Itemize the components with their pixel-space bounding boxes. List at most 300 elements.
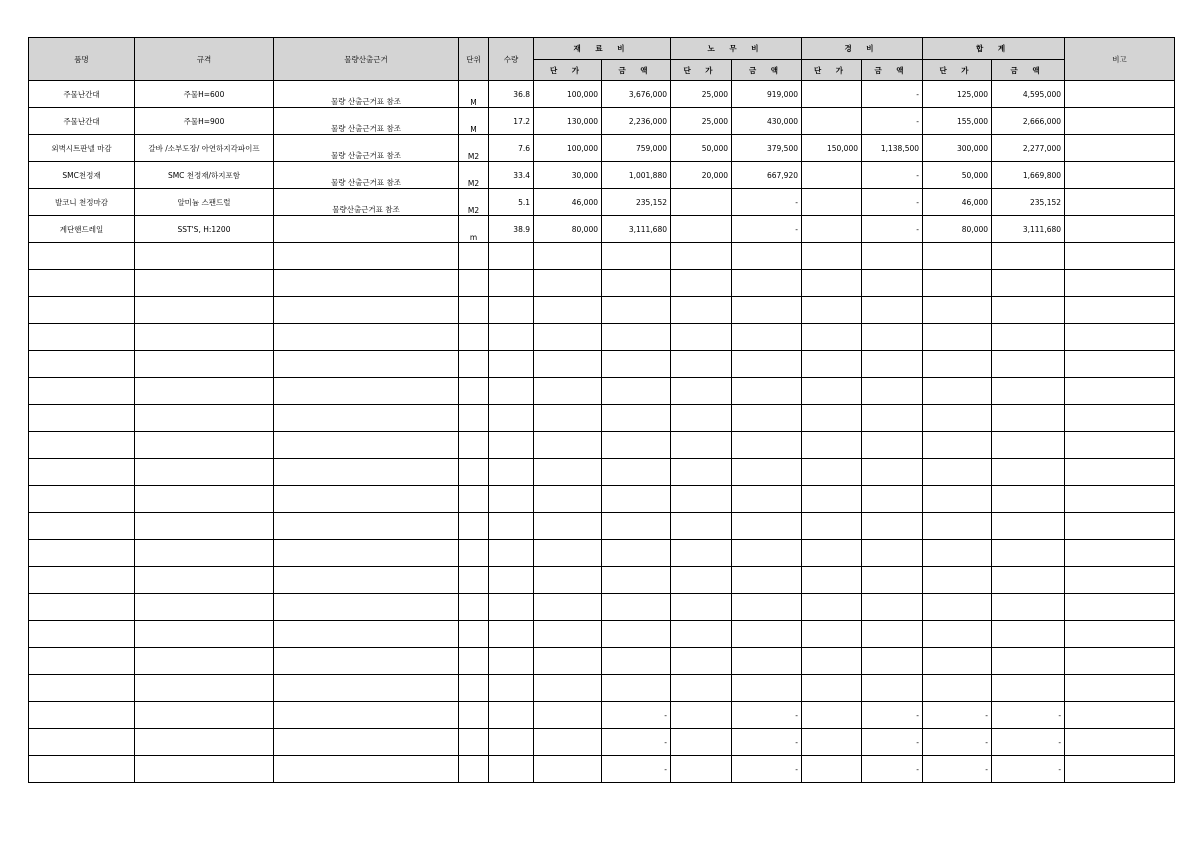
cell-item-name bbox=[29, 567, 135, 594]
cell-expense-unit-price bbox=[802, 351, 862, 378]
cell-expense-amount bbox=[862, 486, 923, 513]
header-remark: 비고 bbox=[1065, 38, 1175, 81]
cell-basis bbox=[274, 621, 459, 648]
cell-expense-amount bbox=[862, 567, 923, 594]
cell-total-amount: 2,666,000 bbox=[992, 108, 1065, 135]
cell-qty bbox=[489, 540, 534, 567]
cell-labor-unit-price bbox=[671, 378, 732, 405]
cell-item-name: 외벽시트판넬 마감 bbox=[29, 135, 135, 162]
cell-remark bbox=[1065, 324, 1175, 351]
header-labor-amount: 금 액 bbox=[732, 60, 802, 81]
cell-material-unit-price bbox=[534, 648, 602, 675]
cell-expense-amount bbox=[862, 243, 923, 270]
cell-unit: M bbox=[459, 108, 489, 135]
cell-material-amount bbox=[602, 513, 671, 540]
header-material-amount: 금 액 bbox=[602, 60, 671, 81]
cell-total-unit-price bbox=[923, 378, 992, 405]
cell-spec bbox=[135, 378, 274, 405]
cell-item-name bbox=[29, 243, 135, 270]
cell-unit: M2 bbox=[459, 135, 489, 162]
cell-labor-amount: - bbox=[732, 756, 802, 783]
cell-unit bbox=[459, 513, 489, 540]
cell-labor-unit-price bbox=[671, 216, 732, 243]
cell-remark bbox=[1065, 675, 1175, 702]
cell-labor-amount: 379,500 bbox=[732, 135, 802, 162]
cell-item-name bbox=[29, 594, 135, 621]
cell-qty bbox=[489, 756, 534, 783]
cell-expense-amount: - bbox=[862, 216, 923, 243]
cell-total-amount bbox=[992, 270, 1065, 297]
cell-qty bbox=[489, 432, 534, 459]
cell-material-unit-price bbox=[534, 594, 602, 621]
cell-total-unit-price bbox=[923, 459, 992, 486]
cell-expense-amount: - bbox=[862, 756, 923, 783]
table-row bbox=[29, 81, 1175, 108]
cell-unit bbox=[459, 756, 489, 783]
cell-material-unit-price bbox=[534, 324, 602, 351]
cell-item-name bbox=[29, 648, 135, 675]
cell-material-unit-price bbox=[534, 675, 602, 702]
cell-qty bbox=[489, 486, 534, 513]
cell-expense-amount: - bbox=[862, 189, 923, 216]
cell-qty: 38.9 bbox=[489, 216, 534, 243]
cell-remark bbox=[1065, 216, 1175, 243]
table-row bbox=[29, 351, 1175, 378]
cell-total-unit-price: 80,000 bbox=[923, 216, 992, 243]
cell-expense-amount bbox=[862, 351, 923, 378]
cell-item-name: 주물난간대 bbox=[29, 81, 135, 108]
cell-remark bbox=[1065, 270, 1175, 297]
cell-spec: 알미늄 스팬드럴 bbox=[135, 189, 274, 216]
cell-total-amount: 235,152 bbox=[992, 189, 1065, 216]
table-row bbox=[29, 513, 1175, 540]
cell-labor-unit-price bbox=[671, 405, 732, 432]
cell-item-name bbox=[29, 756, 135, 783]
cell-basis bbox=[274, 405, 459, 432]
table-row bbox=[29, 270, 1175, 297]
table-row bbox=[29, 405, 1175, 432]
table-row bbox=[29, 243, 1175, 270]
cell-remark bbox=[1065, 621, 1175, 648]
table-row bbox=[29, 459, 1175, 486]
cell-labor-amount bbox=[732, 297, 802, 324]
cell-material-amount bbox=[602, 621, 671, 648]
cell-material-amount: - bbox=[602, 756, 671, 783]
cell-total-amount bbox=[992, 486, 1065, 513]
cell-total-amount bbox=[992, 513, 1065, 540]
cell-total-amount bbox=[992, 432, 1065, 459]
cell-expense-unit-price: 150,000 bbox=[802, 135, 862, 162]
header-labor-unit-price: 단 가 bbox=[671, 60, 732, 81]
cell-labor-amount bbox=[732, 351, 802, 378]
cell-basis bbox=[274, 729, 459, 756]
cell-basis: 물량 산출근거표 참조 bbox=[274, 162, 459, 189]
cell-labor-unit-price: 25,000 bbox=[671, 81, 732, 108]
cell-basis bbox=[274, 594, 459, 621]
cell-labor-amount bbox=[732, 540, 802, 567]
cell-remark bbox=[1065, 243, 1175, 270]
cell-basis bbox=[274, 324, 459, 351]
cell-labor-unit-price bbox=[671, 702, 732, 729]
table-row bbox=[29, 216, 1175, 243]
cell-material-amount bbox=[602, 675, 671, 702]
cell-expense-unit-price bbox=[802, 756, 862, 783]
cell-total-unit-price bbox=[923, 567, 992, 594]
cell-item-name bbox=[29, 675, 135, 702]
table-header bbox=[29, 38, 1175, 81]
cell-remark bbox=[1065, 702, 1175, 729]
cell-material-unit-price bbox=[534, 621, 602, 648]
cell-total-amount bbox=[992, 648, 1065, 675]
header-spec: 규격 bbox=[135, 38, 274, 81]
cell-remark bbox=[1065, 567, 1175, 594]
cell-spec bbox=[135, 405, 274, 432]
cell-spec bbox=[135, 432, 274, 459]
cell-item-name bbox=[29, 324, 135, 351]
cell-labor-amount: 430,000 bbox=[732, 108, 802, 135]
cell-expense-amount bbox=[862, 378, 923, 405]
cell-unit bbox=[459, 702, 489, 729]
cell-material-unit-price bbox=[534, 405, 602, 432]
cell-total-amount bbox=[992, 459, 1065, 486]
cell-labor-amount: - bbox=[732, 702, 802, 729]
cell-total-unit-price bbox=[923, 432, 992, 459]
cell-labor-amount bbox=[732, 621, 802, 648]
cell-spec: SMC 천정재/하지포함 bbox=[135, 162, 274, 189]
table-row bbox=[29, 702, 1175, 729]
cell-total-amount bbox=[992, 324, 1065, 351]
cell-total-unit-price: 46,000 bbox=[923, 189, 992, 216]
cell-spec bbox=[135, 756, 274, 783]
cell-material-unit-price bbox=[534, 486, 602, 513]
cell-material-unit-price: 80,000 bbox=[534, 216, 602, 243]
cell-expense-amount bbox=[862, 324, 923, 351]
cell-unit bbox=[459, 378, 489, 405]
header-total: 합 계 bbox=[923, 38, 1065, 60]
cell-material-unit-price: 100,000 bbox=[534, 81, 602, 108]
cell-material-amount bbox=[602, 351, 671, 378]
cell-basis bbox=[274, 297, 459, 324]
cell-labor-unit-price bbox=[671, 513, 732, 540]
cell-expense-amount bbox=[862, 513, 923, 540]
cell-expense-amount bbox=[862, 405, 923, 432]
cell-spec bbox=[135, 594, 274, 621]
cell-item-name bbox=[29, 540, 135, 567]
cell-qty: 5.1 bbox=[489, 189, 534, 216]
cell-basis: 물량 산출근거표 참조 bbox=[274, 135, 459, 162]
cell-spec bbox=[135, 702, 274, 729]
cell-total-unit-price: - bbox=[923, 702, 992, 729]
cell-labor-amount bbox=[732, 675, 802, 702]
cell-total-unit-price bbox=[923, 270, 992, 297]
cell-spec bbox=[135, 729, 274, 756]
header-labor: 노 무 비 bbox=[671, 38, 802, 60]
cell-material-amount bbox=[602, 486, 671, 513]
table-row bbox=[29, 675, 1175, 702]
cell-item-name bbox=[29, 513, 135, 540]
cell-spec bbox=[135, 324, 274, 351]
cell-item-name bbox=[29, 432, 135, 459]
cell-expense-unit-price bbox=[802, 243, 862, 270]
cell-total-unit-price bbox=[923, 675, 992, 702]
cell-expense-unit-price bbox=[802, 432, 862, 459]
cell-qty: 7.6 bbox=[489, 135, 534, 162]
cell-total-amount: 4,595,000 bbox=[992, 81, 1065, 108]
cell-material-amount bbox=[602, 648, 671, 675]
cell-material-amount bbox=[602, 594, 671, 621]
cell-material-unit-price bbox=[534, 567, 602, 594]
cell-labor-unit-price: 20,000 bbox=[671, 162, 732, 189]
cell-expense-unit-price bbox=[802, 405, 862, 432]
cell-material-amount: 2,236,000 bbox=[602, 108, 671, 135]
cell-remark bbox=[1065, 486, 1175, 513]
cell-qty: 36.8 bbox=[489, 81, 534, 108]
cell-material-amount bbox=[602, 540, 671, 567]
cell-expense-amount bbox=[862, 297, 923, 324]
cell-labor-unit-price bbox=[671, 594, 732, 621]
cell-expense-unit-price bbox=[802, 540, 862, 567]
cell-expense-amount bbox=[862, 648, 923, 675]
cell-unit bbox=[459, 297, 489, 324]
header-total-amount: 금 액 bbox=[992, 60, 1065, 81]
cell-total-amount: 1,669,800 bbox=[992, 162, 1065, 189]
cell-total-unit-price bbox=[923, 243, 992, 270]
cell-spec: 갈바 /소부도장/ 아연하지각파이프 bbox=[135, 135, 274, 162]
cell-remark bbox=[1065, 108, 1175, 135]
cell-total-amount bbox=[992, 675, 1065, 702]
cell-total-unit-price: 300,000 bbox=[923, 135, 992, 162]
cell-material-amount bbox=[602, 378, 671, 405]
cell-total-unit-price bbox=[923, 297, 992, 324]
cell-total-amount: - bbox=[992, 756, 1065, 783]
cell-item-name bbox=[29, 378, 135, 405]
cell-material-amount: 3,111,680 bbox=[602, 216, 671, 243]
cell-material-unit-price bbox=[534, 243, 602, 270]
cell-expense-unit-price bbox=[802, 486, 862, 513]
cell-material-unit-price: 130,000 bbox=[534, 108, 602, 135]
cell-spec bbox=[135, 675, 274, 702]
cell-labor-unit-price bbox=[671, 567, 732, 594]
cost-estimate-table bbox=[28, 37, 1175, 783]
cell-qty bbox=[489, 594, 534, 621]
cell-labor-unit-price bbox=[671, 648, 732, 675]
cell-total-amount bbox=[992, 405, 1065, 432]
cell-material-unit-price bbox=[534, 756, 602, 783]
cell-material-unit-price: 100,000 bbox=[534, 135, 602, 162]
cell-labor-amount bbox=[732, 486, 802, 513]
cell-qty: 17.2 bbox=[489, 108, 534, 135]
cell-expense-unit-price bbox=[802, 81, 862, 108]
header-total-unit-price: 단 가 bbox=[923, 60, 992, 81]
cell-unit bbox=[459, 648, 489, 675]
cell-total-unit-price bbox=[923, 513, 992, 540]
cell-remark bbox=[1065, 162, 1175, 189]
cell-remark bbox=[1065, 297, 1175, 324]
cell-remark bbox=[1065, 432, 1175, 459]
cell-labor-unit-price bbox=[671, 540, 732, 567]
cell-unit bbox=[459, 567, 489, 594]
cell-labor-amount bbox=[732, 594, 802, 621]
cell-item-name bbox=[29, 297, 135, 324]
cell-total-amount bbox=[992, 567, 1065, 594]
cell-spec bbox=[135, 540, 274, 567]
header-unit: 단위 bbox=[459, 38, 489, 81]
cell-labor-amount: - bbox=[732, 729, 802, 756]
cell-labor-unit-price bbox=[671, 270, 732, 297]
cell-total-unit-price bbox=[923, 540, 992, 567]
cell-total-amount bbox=[992, 297, 1065, 324]
cell-basis bbox=[274, 243, 459, 270]
header-qty: 수량 bbox=[489, 38, 534, 81]
table-row bbox=[29, 189, 1175, 216]
cell-material-amount: 235,152 bbox=[602, 189, 671, 216]
cell-total-unit-price bbox=[923, 621, 992, 648]
cell-labor-amount: 667,920 bbox=[732, 162, 802, 189]
header-material-unit-price: 단 가 bbox=[534, 60, 602, 81]
cell-qty bbox=[489, 648, 534, 675]
header-material: 재 료 비 bbox=[534, 38, 671, 60]
cell-material-amount: 759,000 bbox=[602, 135, 671, 162]
table-row bbox=[29, 378, 1175, 405]
cell-item-name bbox=[29, 405, 135, 432]
cell-unit bbox=[459, 324, 489, 351]
cell-spec bbox=[135, 351, 274, 378]
cell-total-unit-price: 155,000 bbox=[923, 108, 992, 135]
cell-material-unit-price bbox=[534, 702, 602, 729]
cell-remark bbox=[1065, 648, 1175, 675]
cell-item-name bbox=[29, 351, 135, 378]
cell-material-amount: 1,001,880 bbox=[602, 162, 671, 189]
cell-total-amount bbox=[992, 540, 1065, 567]
header-expense-unit-price: 단 가 bbox=[802, 60, 862, 81]
cell-qty bbox=[489, 405, 534, 432]
cell-labor-amount bbox=[732, 513, 802, 540]
cell-total-amount: - bbox=[992, 702, 1065, 729]
cell-remark bbox=[1065, 459, 1175, 486]
cell-basis bbox=[274, 486, 459, 513]
cell-labor-amount bbox=[732, 459, 802, 486]
cell-material-unit-price: 30,000 bbox=[534, 162, 602, 189]
cell-unit: M bbox=[459, 81, 489, 108]
cell-expense-unit-price bbox=[802, 162, 862, 189]
cell-remark bbox=[1065, 594, 1175, 621]
cell-labor-amount bbox=[732, 270, 802, 297]
cell-material-unit-price bbox=[534, 378, 602, 405]
header-expense-amount: 금 액 bbox=[862, 60, 923, 81]
cell-basis bbox=[274, 378, 459, 405]
cell-labor-amount bbox=[732, 567, 802, 594]
cell-remark bbox=[1065, 513, 1175, 540]
cell-labor-unit-price bbox=[671, 756, 732, 783]
cell-labor-unit-price bbox=[671, 297, 732, 324]
cell-item-name bbox=[29, 702, 135, 729]
cell-qty bbox=[489, 324, 534, 351]
cell-labor-amount bbox=[732, 378, 802, 405]
cell-total-unit-price bbox=[923, 405, 992, 432]
cell-material-amount bbox=[602, 405, 671, 432]
cell-expense-unit-price bbox=[802, 675, 862, 702]
cell-material-unit-price bbox=[534, 513, 602, 540]
cell-basis: 물량 산출근거표 참조 bbox=[274, 81, 459, 108]
table-row bbox=[29, 729, 1175, 756]
cell-unit bbox=[459, 621, 489, 648]
cell-basis bbox=[274, 702, 459, 729]
cell-qty bbox=[489, 378, 534, 405]
cell-expense-amount: - bbox=[862, 729, 923, 756]
cell-expense-unit-price bbox=[802, 513, 862, 540]
cell-labor-amount bbox=[732, 324, 802, 351]
cell-material-amount: - bbox=[602, 702, 671, 729]
cell-total-amount: 2,277,000 bbox=[992, 135, 1065, 162]
cell-remark bbox=[1065, 351, 1175, 378]
cell-basis: 물량 산출근거표 참조 bbox=[274, 108, 459, 135]
table-row bbox=[29, 486, 1175, 513]
cell-expense-amount: - bbox=[862, 81, 923, 108]
cell-basis bbox=[274, 567, 459, 594]
cell-remark bbox=[1065, 378, 1175, 405]
cell-expense-unit-price bbox=[802, 378, 862, 405]
cell-remark bbox=[1065, 540, 1175, 567]
cell-labor-amount bbox=[732, 243, 802, 270]
cell-material-amount bbox=[602, 243, 671, 270]
cell-expense-amount bbox=[862, 270, 923, 297]
table-row bbox=[29, 567, 1175, 594]
cell-labor-amount bbox=[732, 432, 802, 459]
cell-unit bbox=[459, 459, 489, 486]
table-row bbox=[29, 135, 1175, 162]
cell-item-name bbox=[29, 621, 135, 648]
cell-labor-amount bbox=[732, 405, 802, 432]
cell-qty: 33.4 bbox=[489, 162, 534, 189]
cell-expense-unit-price bbox=[802, 189, 862, 216]
cell-material-amount bbox=[602, 459, 671, 486]
cell-expense-unit-price bbox=[802, 648, 862, 675]
cell-total-amount bbox=[992, 594, 1065, 621]
cell-labor-unit-price bbox=[671, 729, 732, 756]
cell-material-unit-price bbox=[534, 459, 602, 486]
table-row bbox=[29, 648, 1175, 675]
cell-labor-unit-price bbox=[671, 459, 732, 486]
cell-total-amount bbox=[992, 621, 1065, 648]
table-row bbox=[29, 756, 1175, 783]
cell-material-unit-price bbox=[534, 432, 602, 459]
cell-unit bbox=[459, 405, 489, 432]
cell-unit: M2 bbox=[459, 162, 489, 189]
cell-unit bbox=[459, 351, 489, 378]
cell-item-name bbox=[29, 729, 135, 756]
header-expense: 경 비 bbox=[802, 38, 923, 60]
cell-item-name bbox=[29, 486, 135, 513]
cell-expense-unit-price bbox=[802, 567, 862, 594]
cell-unit: m bbox=[459, 216, 489, 243]
cell-unit: M2 bbox=[459, 189, 489, 216]
cell-remark bbox=[1065, 405, 1175, 432]
cell-material-unit-price: 46,000 bbox=[534, 189, 602, 216]
cell-expense-unit-price bbox=[802, 270, 862, 297]
table-row bbox=[29, 432, 1175, 459]
cell-expense-unit-price bbox=[802, 108, 862, 135]
table-body bbox=[29, 81, 1175, 783]
cell-item-name bbox=[29, 270, 135, 297]
cell-unit bbox=[459, 432, 489, 459]
cell-expense-unit-price bbox=[802, 216, 862, 243]
cell-material-amount: - bbox=[602, 729, 671, 756]
cell-spec bbox=[135, 513, 274, 540]
cell-expense-unit-price bbox=[802, 594, 862, 621]
cell-expense-unit-price bbox=[802, 729, 862, 756]
cell-unit bbox=[459, 243, 489, 270]
cell-unit bbox=[459, 675, 489, 702]
